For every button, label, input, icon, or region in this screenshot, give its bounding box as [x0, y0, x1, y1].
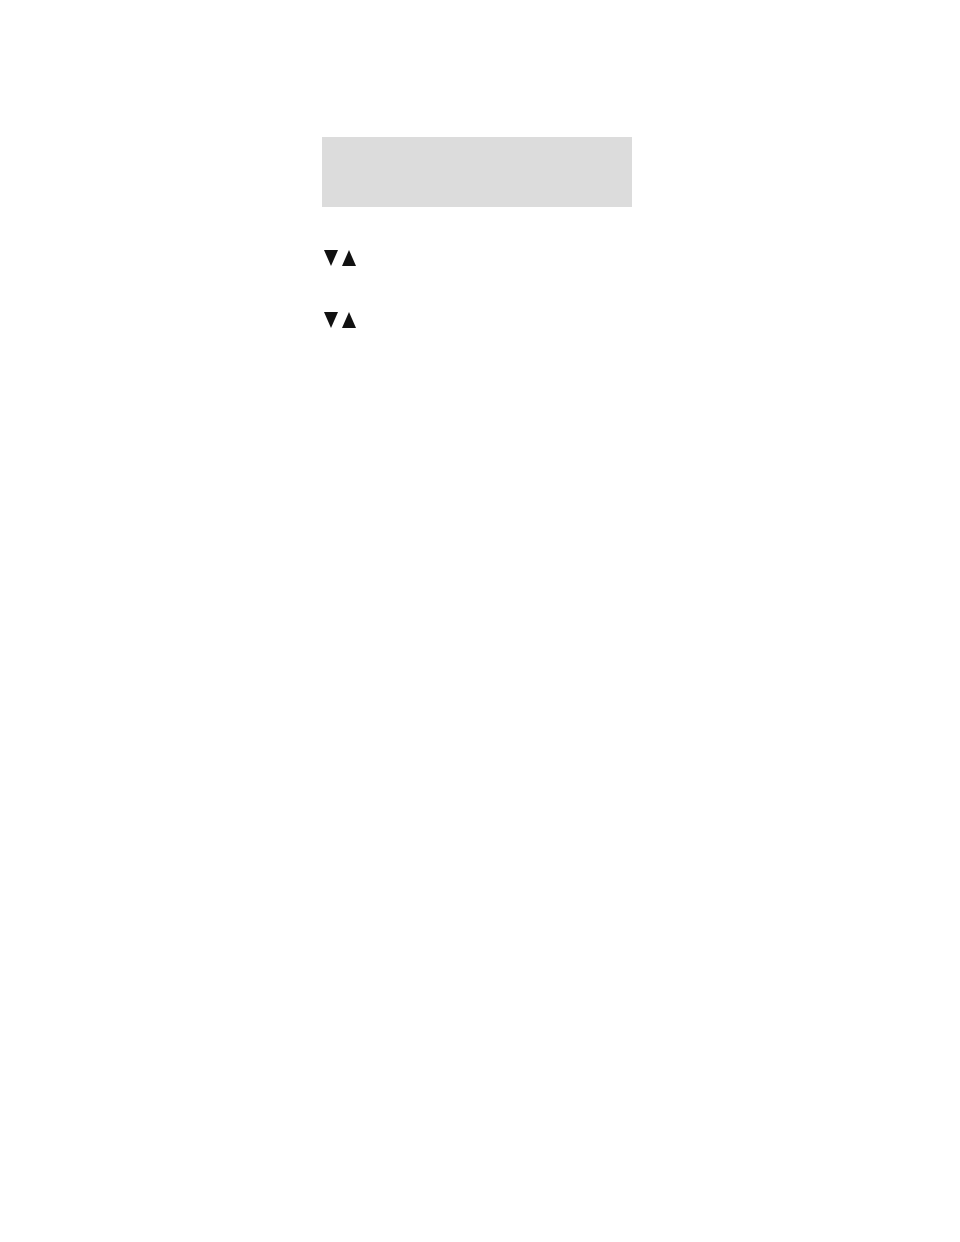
section-header-band — [322, 137, 632, 207]
bass-paragraph — [322, 228, 682, 269]
up-arrow-icon — [342, 250, 356, 266]
treble-paragraph — [322, 290, 682, 331]
down-arrow-icon — [324, 250, 338, 266]
down-arrow-icon — [324, 312, 338, 328]
up-arrow-icon — [342, 312, 356, 328]
